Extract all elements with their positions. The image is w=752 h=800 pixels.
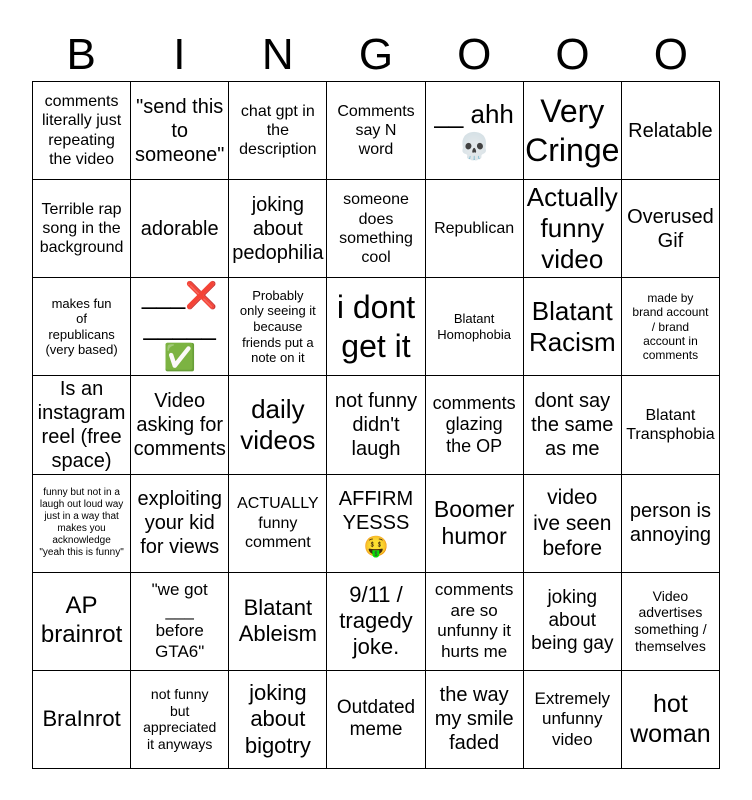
- cell-text: joking about bigotry: [244, 679, 311, 758]
- cell-text: AP brainrot: [40, 592, 123, 649]
- cell-text: made by brand account / brand account in comments: [632, 290, 709, 363]
- cell-text: Outdated meme: [336, 696, 416, 741]
- bingo-cell[interactable]: [426, 278, 524, 376]
- cell-text: Comments say N word: [337, 102, 415, 159]
- bingo-cell[interactable]: [327, 671, 425, 769]
- cell-text: joking about pedophilia: [232, 193, 324, 264]
- bingo-cell[interactable]: [622, 573, 720, 671]
- header-letter: G: [358, 30, 394, 79]
- cell-text: exploiting your kid for views: [137, 488, 222, 559]
- cell-text: adorable: [140, 217, 219, 240]
- header-letter: I: [173, 30, 186, 79]
- cell-text: __ ahh 💀: [434, 99, 514, 161]
- cell-text: makes fun of republicans (very based): [45, 295, 118, 358]
- bingo-cell[interactable]: [33, 82, 131, 180]
- bingo-cell[interactable]: [524, 671, 622, 769]
- bingo-cell[interactable]: [524, 82, 622, 180]
- bingo-cell[interactable]: [327, 278, 425, 376]
- header-letter: B: [66, 30, 96, 79]
- header-letter: N: [261, 30, 294, 79]
- bingo-cell[interactable]: [426, 475, 524, 573]
- bingo-cell[interactable]: [33, 278, 131, 376]
- bingo-cell[interactable]: [524, 376, 622, 474]
- cell-text: i dont get it: [336, 289, 416, 364]
- cell-text: Extremely unfunny video: [534, 688, 611, 749]
- bingo-header: [32, 30, 720, 80]
- bingo-cell[interactable]: [229, 671, 327, 769]
- bingo-cell[interactable]: [33, 475, 131, 573]
- bingo-board: [32, 81, 720, 769]
- header-letter: O: [457, 30, 492, 79]
- cell-text: BraInrot: [42, 706, 121, 732]
- bingo-cell[interactable]: [622, 671, 720, 769]
- bingo-cell[interactable]: [426, 376, 524, 474]
- bingo-cell[interactable]: [131, 180, 229, 278]
- cell-text: Is an instagram reel (free space): [37, 378, 126, 472]
- cell-text: Very Cringe: [525, 93, 620, 168]
- cell-text: "we got ___ before GTA6": [151, 580, 208, 661]
- cell-text: video ive seen before: [533, 486, 612, 560]
- bingo-cell[interactable]: [229, 573, 327, 671]
- cell-text: the way my smile faded: [434, 684, 514, 755]
- bingo-cell[interactable]: [33, 671, 131, 769]
- bingo-cell[interactable]: [622, 475, 720, 573]
- cell-text: Blatant Transphobia: [626, 406, 715, 443]
- bingo-cell[interactable]: [229, 278, 327, 376]
- cell-text: dont say the same as me: [531, 389, 614, 460]
- bingo-cell[interactable]: [426, 671, 524, 769]
- cell-text: Probably only seeing it because friends put a note on it: [239, 287, 316, 366]
- cell-text: funny but not in a laugh out loud way just in a way that makes you acknowledge "yeah this is funny": [39, 487, 124, 559]
- cell-text: comments are so unfunny it hurts me: [434, 580, 514, 661]
- header-letter: O: [555, 30, 590, 79]
- cell-text: Boomer humor: [433, 495, 515, 550]
- bingo-cell[interactable]: [426, 82, 524, 180]
- cell-text: AFFIRM YESSS 🤑: [338, 488, 414, 559]
- cell-text: Republican: [434, 220, 515, 238]
- bingo-cell[interactable]: [327, 376, 425, 474]
- bingo-cell[interactable]: [426, 573, 524, 671]
- bingo-cell[interactable]: [131, 278, 229, 376]
- bingo-cell[interactable]: [524, 180, 622, 278]
- bingo-cell[interactable]: [524, 278, 622, 376]
- bingo-cell[interactable]: [622, 82, 720, 180]
- bingo-cell[interactable]: [33, 573, 131, 671]
- bingo-cell[interactable]: [33, 376, 131, 474]
- cell-text: chat gpt in the description: [239, 102, 317, 159]
- bingo-cell[interactable]: [229, 475, 327, 573]
- bingo-cell[interactable]: [131, 475, 229, 573]
- header-letter: O: [653, 30, 688, 79]
- cell-text: joking about being gay: [531, 587, 614, 654]
- cell-text: someone does something cool: [339, 191, 413, 266]
- cell-text: comments glazing the OP: [432, 392, 516, 456]
- bingo-cell[interactable]: [524, 573, 622, 671]
- cell-text: Video asking for comments: [133, 389, 226, 460]
- cell-text: person is annoying: [629, 500, 712, 547]
- bingo-cell[interactable]: [131, 376, 229, 474]
- bingo-cell[interactable]: [229, 180, 327, 278]
- cell-text: daily videos: [240, 393, 316, 455]
- bingo-cell[interactable]: [622, 180, 720, 278]
- bingo-cell[interactable]: [327, 475, 425, 573]
- bingo-cell[interactable]: [622, 278, 720, 376]
- bingo-cell[interactable]: [131, 82, 229, 180]
- cell-text: "send this to someone": [135, 95, 225, 166]
- cell-text: Blatant Ableism: [238, 594, 317, 647]
- cell-text: Video advertises something / themselves: [634, 587, 707, 655]
- cell-text: hot woman: [630, 690, 711, 749]
- cell-text: Terrible rap song in the background: [39, 200, 124, 257]
- cell-text: not funny but appreciated it anyways: [143, 685, 217, 753]
- bingo-cell[interactable]: [327, 82, 425, 180]
- bingo-cell[interactable]: [229, 82, 327, 180]
- bingo-cell[interactable]: [327, 180, 425, 278]
- bingo-cell[interactable]: [131, 573, 229, 671]
- cell-text: ___❌ _____ ✅: [141, 280, 218, 373]
- cell-text: ACTUALLY funny comment: [237, 495, 319, 551]
- bingo-cell[interactable]: [131, 671, 229, 769]
- bingo-cell[interactable]: [426, 180, 524, 278]
- bingo-cell[interactable]: [229, 376, 327, 474]
- bingo-cell[interactable]: [524, 475, 622, 573]
- cell-text: 9/11 / tragedy joke.: [339, 581, 413, 660]
- cell-text: not funny didn't laugh: [334, 389, 418, 460]
- cell-text: Blatant Homophobia: [437, 311, 511, 342]
- cell-text: Overused Gif: [627, 205, 714, 252]
- bingo-cell[interactable]: [327, 573, 425, 671]
- cell-text: comments literally just repeating the video: [42, 93, 122, 168]
- cell-text: Blatant Racism: [528, 295, 616, 357]
- bingo-cell[interactable]: [33, 180, 131, 278]
- bingo-cell[interactable]: [622, 376, 720, 474]
- cell-text: Actually funny video: [526, 181, 618, 275]
- cell-text: Relatable: [628, 119, 713, 142]
